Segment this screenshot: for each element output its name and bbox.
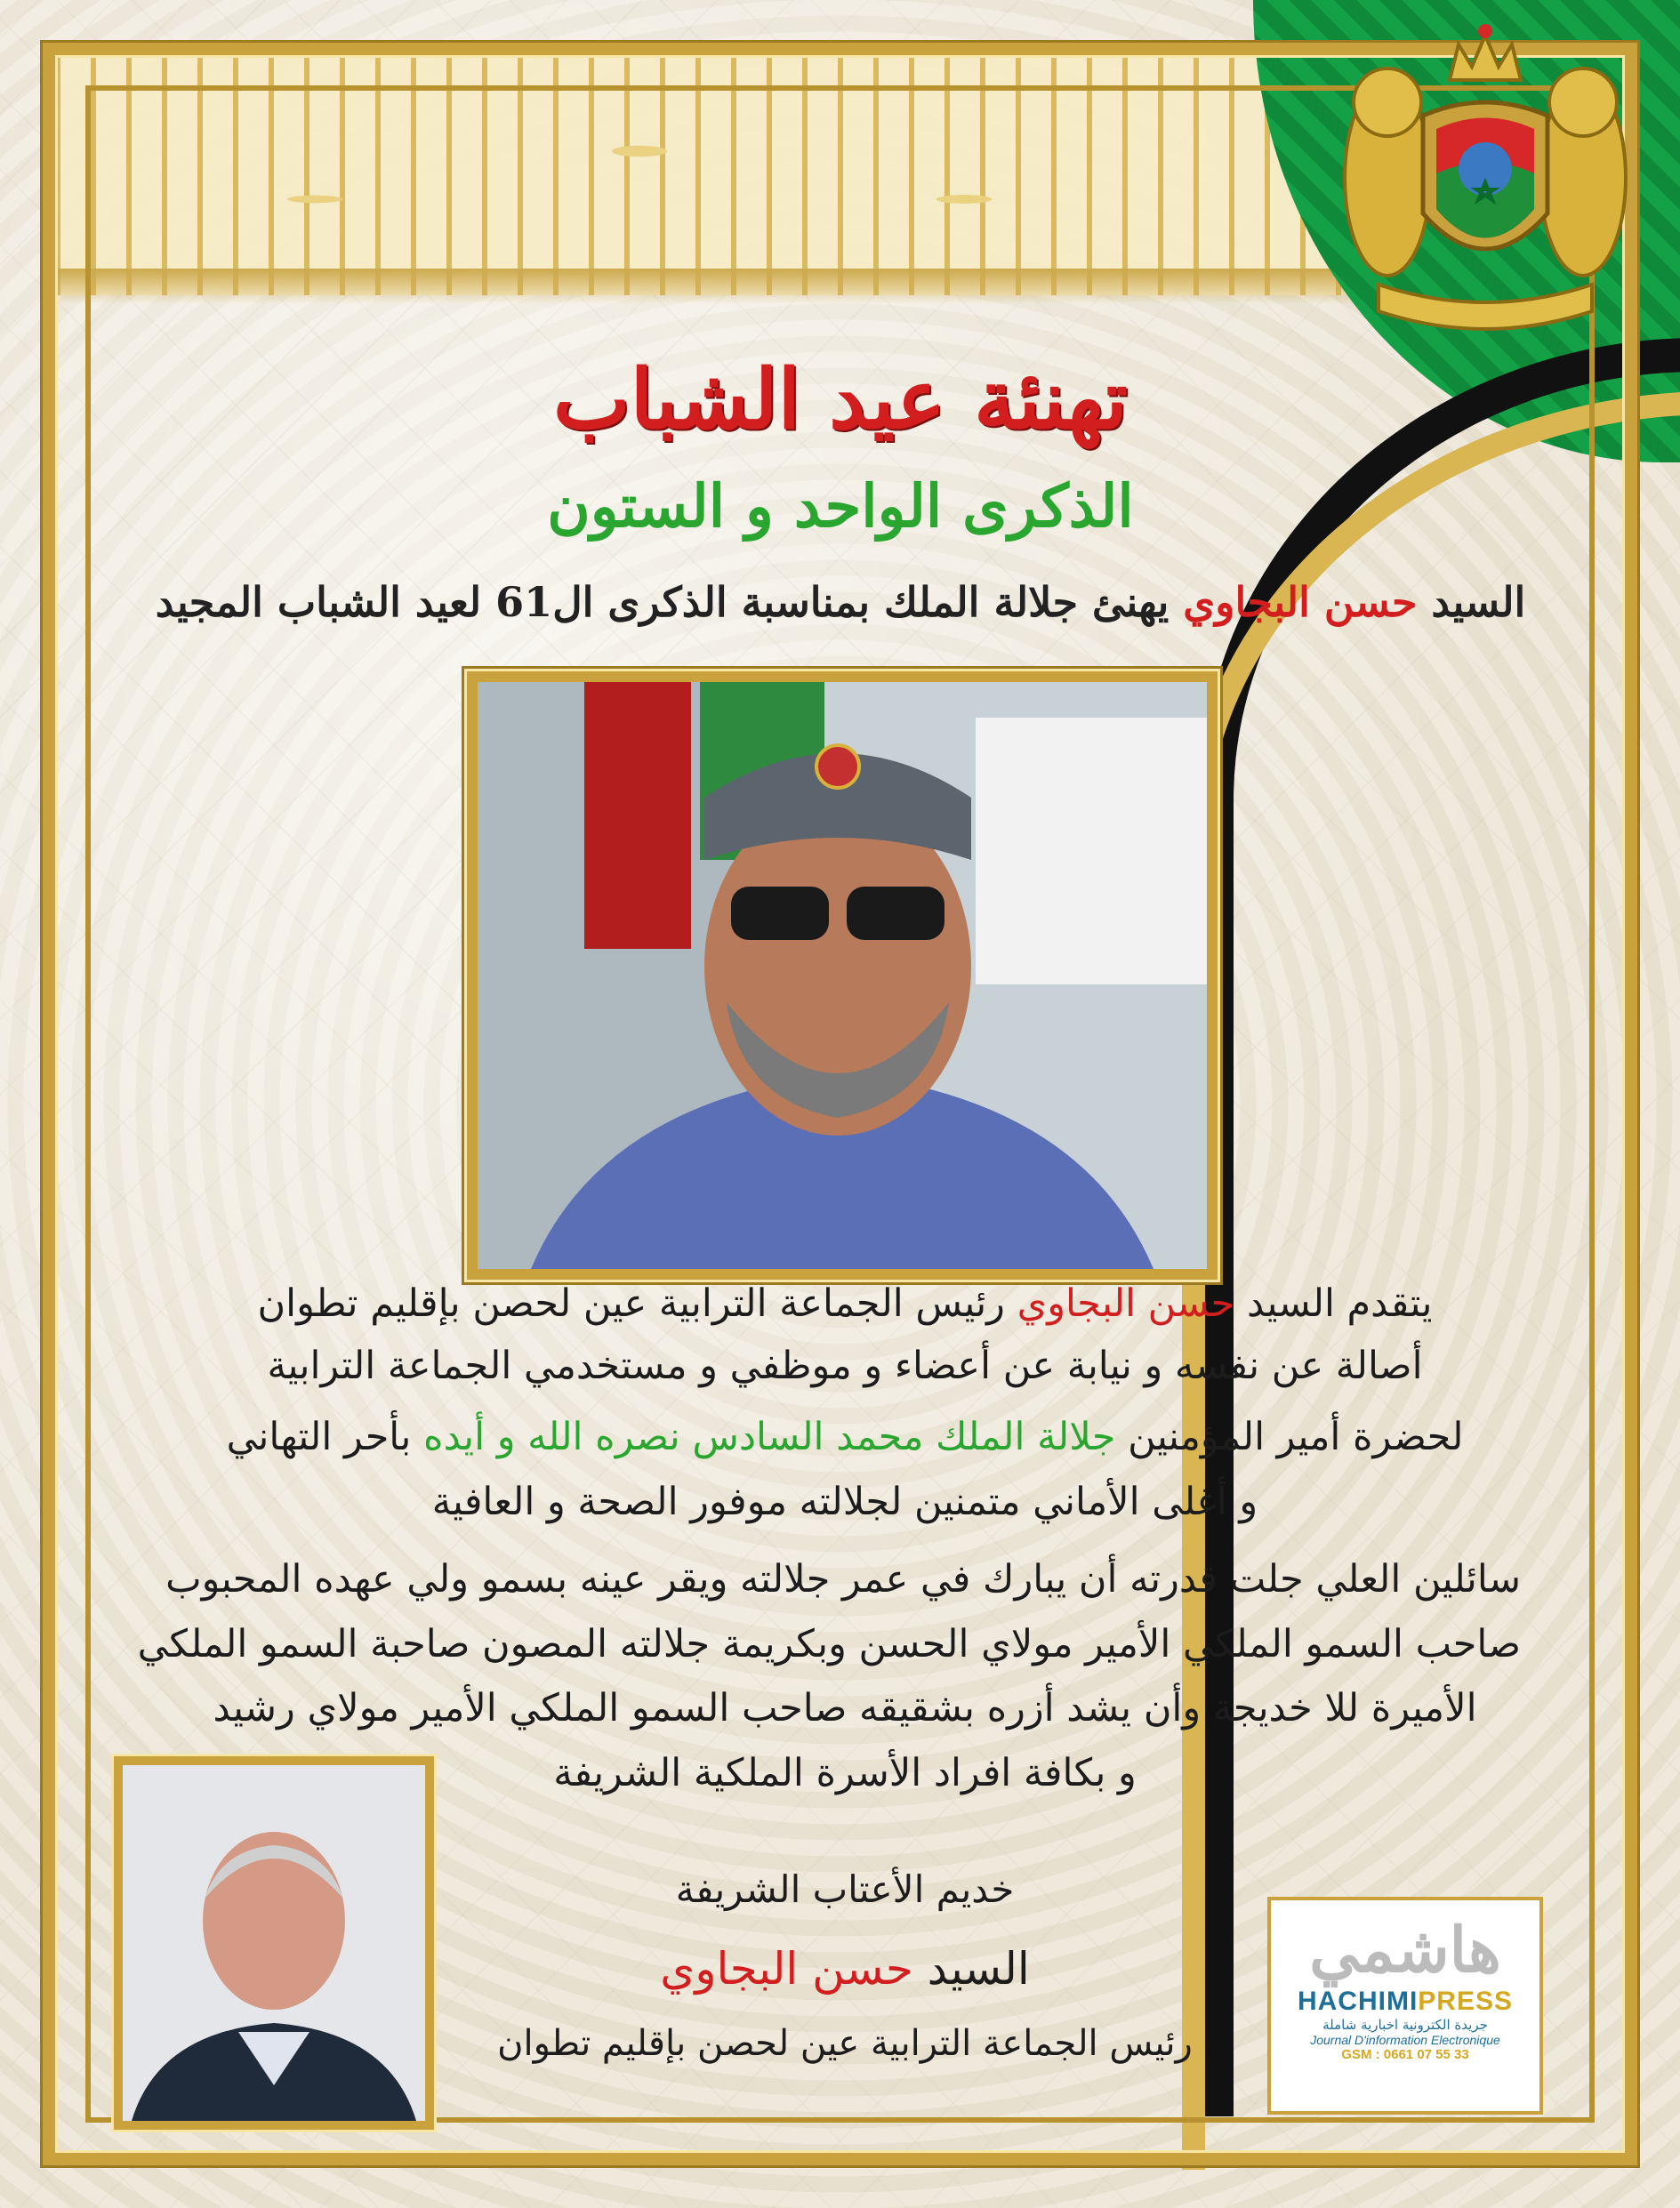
body-line1-prefix: يتقدم السيد bbox=[1246, 1281, 1433, 1326]
dedication-name: حسن البجاوي bbox=[1183, 578, 1418, 626]
closing-signature bbox=[462, 1943, 1227, 1995]
body-line-5: سائلين العلي جلت قدرته أن يبارك في عمر جلالته ويقر عينه بسمو ولي عهده المحبوب bbox=[165, 1557, 1521, 1602]
body-line-1 bbox=[169, 1281, 1521, 1326]
logo-brand-a: HACHIMI bbox=[1297, 1987, 1419, 2016]
dedication-line bbox=[107, 578, 1574, 626]
closing-role: رئيس الجماعة الترابية عين لحصن بإقليم تطوان bbox=[497, 2023, 1193, 2064]
page-subtitle: الذكرى الواحد و الستون bbox=[547, 471, 1134, 541]
body-line1-rest: رئيس الجماعة الترابية عين لحصن بإقليم تطوان bbox=[257, 1281, 1005, 1326]
closing-prefix: السيد bbox=[927, 1943, 1030, 1995]
official-portrait bbox=[114, 1756, 434, 2130]
closing-name: حسن البجاوي bbox=[660, 1943, 913, 1995]
logo-gsm: GSM : 0661 07 55 33 bbox=[1341, 2047, 1469, 2062]
body-line-8: و بكافة افراد الأسرة الملكية الشريفة bbox=[553, 1751, 1137, 1795]
king-portrait bbox=[467, 671, 1218, 1280]
closing-servant: خديم الأعتاب الشريفة bbox=[675, 1867, 1015, 1911]
body-line-2: أصالة عن نفسه و نيابة عن أعضاء و موظفي و مستخدمي الجماعة الترابية bbox=[267, 1344, 1423, 1388]
body-line-6: صاحب السمو الملكي الأمير مولاي الحسن وبكريمة جلالته المصون صاحبة السمو الملكي bbox=[137, 1622, 1521, 1666]
body-line-7: الأميرة للا خديجة وأن يشد أزره بشقيقه صاحب السمو الملكي الأمير مولاي رشيد bbox=[213, 1686, 1477, 1730]
logo-arabic: هاشمي bbox=[1309, 1913, 1501, 1987]
logo-brand-b: PRESS bbox=[1418, 1987, 1514, 2016]
dedication-rest: يهنئ جلالة الملك بمناسبة الذكرى ال61 لعيد الشباب المجيد bbox=[155, 578, 1170, 626]
body-line3-prefix: لحضرة أمير المؤمنين bbox=[1128, 1415, 1464, 1459]
logo-tagline-fr: Journal D'information Electronique bbox=[1310, 2033, 1500, 2047]
logo-brand bbox=[1271, 1987, 1539, 2017]
body-line3-rest: بأحر التهاني bbox=[226, 1415, 412, 1459]
dedication-prefix: السيد bbox=[1431, 578, 1526, 626]
body-line1-name: حسن البجاوي bbox=[1017, 1281, 1235, 1326]
body-line-3 bbox=[169, 1415, 1521, 1459]
body-line-4: و أغلى الأماني متمنين لجلالته موفور الصحة و العافية bbox=[431, 1480, 1258, 1524]
page-title: تهنئة عيد الشباب bbox=[553, 351, 1128, 447]
body-line3-king: جلالة الملك محمد السادس نصره الله و أيده bbox=[423, 1415, 1116, 1459]
hachimi-press-logo bbox=[1267, 1897, 1543, 2115]
logo-tagline-ar: جريدة الكترونية اخبارية شاملة bbox=[1322, 2017, 1488, 2033]
coat-of-arms-icon bbox=[1325, 18, 1645, 347]
